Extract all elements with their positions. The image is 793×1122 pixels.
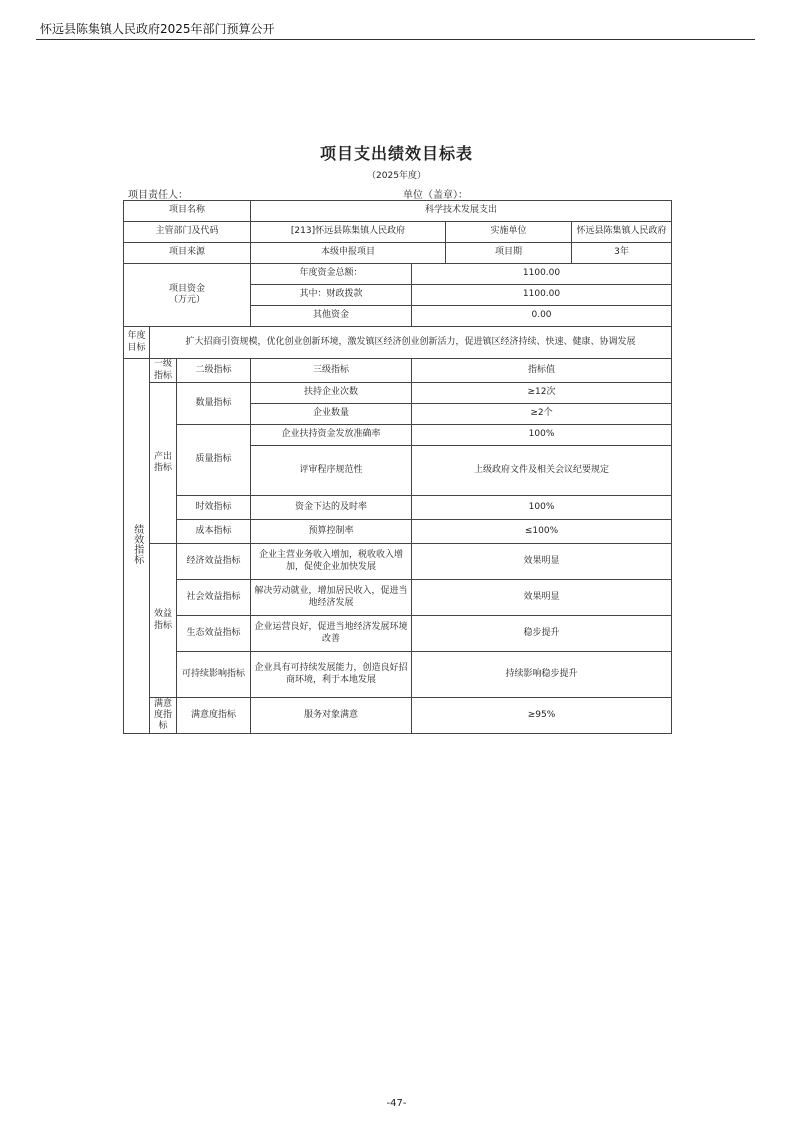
period-value: 3年 [572,243,672,264]
fiscal-funds-value: 1100.00 [412,285,672,306]
indicator-name: 解决劳动就业，增加居民收入，促进当地经济发展 [251,580,412,616]
indicator-value: ≥12次 [412,383,672,404]
source-value: 本级申报项目 [251,243,446,264]
indicator-name: 企业数量 [251,404,412,425]
indicator-name: 企业扶持资金发放准确率 [251,425,412,446]
dept-value: [213]怀远县陈集镇人民政府 [251,222,446,243]
quality-indicators-label: 质量指标 [177,425,251,496]
indicator-name: 扶持企业次数 [251,383,412,404]
indicator-value: 100% [412,425,672,446]
fiscal-year: （2025年度） [367,171,426,181]
indicator-value: ≤100% [412,520,672,544]
other-funds-label: 其他资金 [251,306,412,327]
indicator-name: 资金下达的及时率 [251,496,412,520]
header-value: 指标值 [412,359,672,383]
indicator-name: 预算控制率 [251,520,412,544]
indicator-value: 效果明显 [412,544,672,580]
other-funds-value: 0.00 [412,306,672,327]
annual-goal-label: 年度 目标 [124,327,150,359]
indicator-value: ≥2个 [412,404,672,425]
indicator-value: 上级政府文件及相关会议纪要规定 [412,446,672,496]
indicator-name: 企业具有可持续发展能力，创造良好招商环境，利于本地发展 [251,652,412,698]
annual-goal-value: 扩大招商引资规模，优化创业创新环境，激发镇区经济创业创新活力，促进镇区经济持续、快速、健康、协调发展 [150,327,672,359]
project-name-value: 科学技术发展支出 [251,201,672,222]
benefit-indicators-label: 效益 指标 [150,544,177,698]
total-funds-value: 1100.00 [412,264,672,285]
header-level2: 二级指标 [177,359,251,383]
satisfaction-indicator-label: 满意度指标 [177,698,251,734]
funds-label: 项目资金 （万元） [124,264,251,327]
impl-unit-label: 实施单位 [446,222,572,243]
sustainable-impact-label: 可持续影响指标 [177,652,251,698]
quantity-indicators-label: 数量指标 [177,383,251,425]
fiscal-funds-label: 其中：财政拨款 [251,285,412,306]
satisfaction-indicators-label: 满意 度指 标 [150,698,177,734]
unit-seal-label: 单位（盖章）： [403,190,468,201]
output-indicators-label: 产出 指标 [150,383,177,544]
performance-target-table [123,200,672,734]
indicator-value: 持续影响稳步提升 [412,652,672,698]
indicator-value: 100% [412,496,672,520]
document-header: 怀远县陈集镇人民政府2025年部门预算公开 [40,22,275,36]
indicator-name: 企业运营良好，促进当地经济发展环境改善 [251,616,412,652]
page-title: 项目支出绩效目标表 [319,144,473,163]
period-label: 项目期 [446,243,572,264]
indicator-name: 企业主营业务收入增加，税收收入增加，促使企业加快发展 [251,544,412,580]
indicator-value: 稳步提升 [412,616,672,652]
header-divider [36,39,755,40]
cost-indicators-label: 成本指标 [177,520,251,544]
project-name-label: 项目名称 [124,201,251,222]
header-level3: 三级指标 [251,359,412,383]
timeliness-indicators-label: 时效指标 [177,496,251,520]
total-funds-label: 年度资金总额： [251,264,412,285]
ecological-benefit-label: 生态效益指标 [177,616,251,652]
social-benefit-label: 社会效益指标 [177,580,251,616]
indicator-name: 评审程序规范性 [251,446,412,496]
source-label: 项目来源 [124,243,251,264]
page-number: -47- [386,1098,407,1109]
header-level1: 一级 指标 [150,359,177,383]
responsible-person-label: 项目责任人： [128,190,188,201]
economic-benefit-label: 经济效益指标 [177,544,251,580]
indicator-value: 效果明显 [412,580,672,616]
dept-label: 主管部门及代码 [124,222,251,243]
indicator-name: 服务对象满意 [251,698,412,734]
perf-indicators-label: 绩效指标 [124,359,150,734]
indicator-value: ≥95% [412,698,672,734]
impl-unit-value: 怀远县陈集镇人民政府 [572,222,672,243]
